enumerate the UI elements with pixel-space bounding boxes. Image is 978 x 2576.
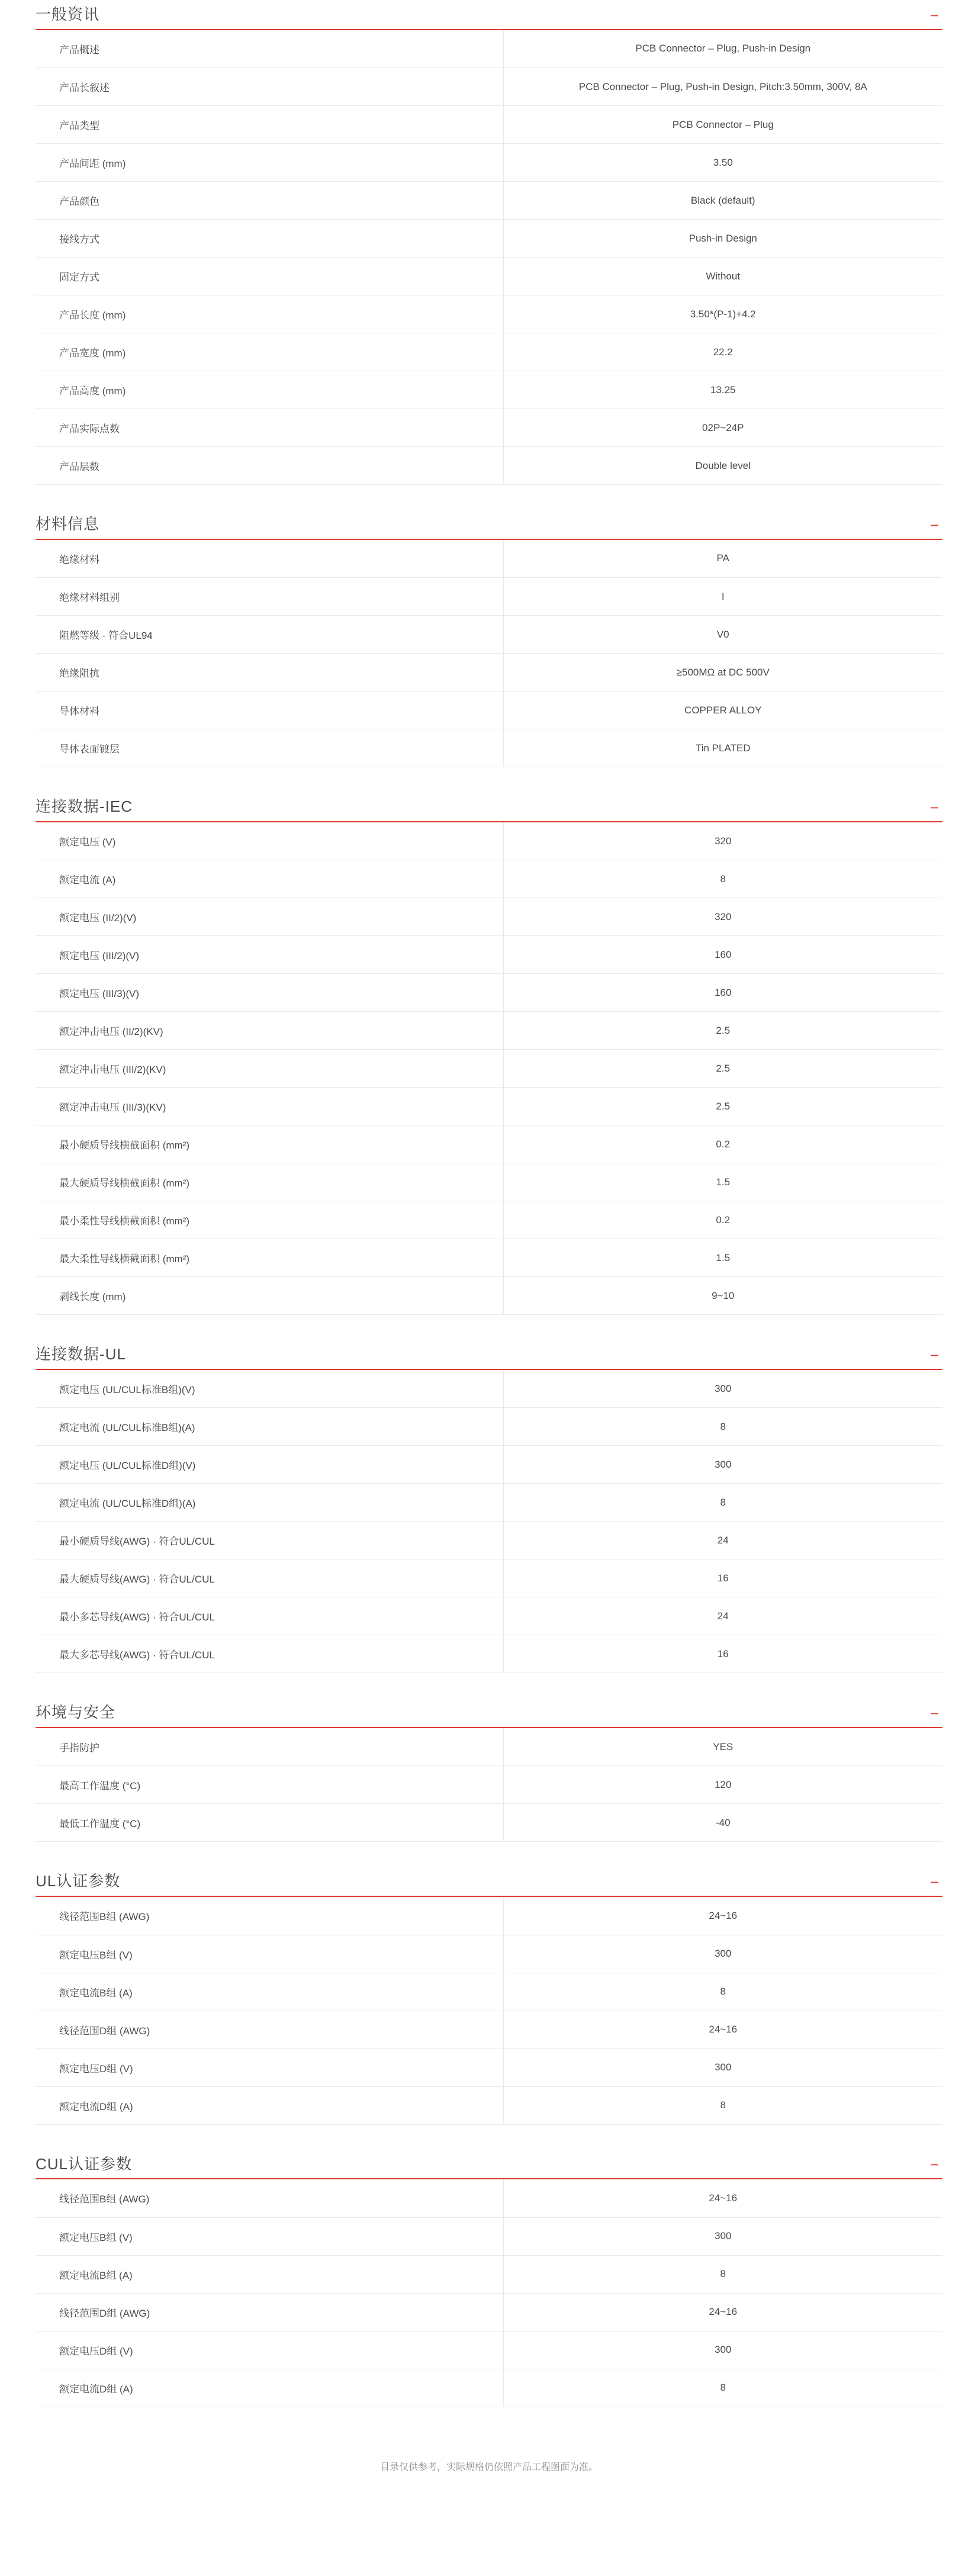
table-row (36, 1201, 942, 1239)
spec-value: 8 (503, 1484, 942, 1522)
spec-label: 额定冲击电压 (III/2)(KV) (36, 1050, 503, 1088)
spec-table (36, 1897, 942, 2125)
spec-value: YES (503, 1728, 942, 1766)
spec-value: 320 (503, 822, 942, 860)
spec-value: 3.50 (503, 144, 942, 182)
table-row (36, 295, 942, 333)
table-row (36, 2217, 942, 2255)
spec-table (36, 822, 942, 1316)
table-row (36, 898, 942, 936)
spec-label: 额定电流B组 (A) (36, 1973, 503, 2011)
spec-label: 最低工作温度 (°C) (36, 1804, 503, 1842)
spec-label: 绝缘材料组别 (36, 578, 503, 616)
table-row (36, 540, 942, 578)
sections-container (36, 6, 942, 2407)
table-row (36, 1408, 942, 1446)
spec-section (36, 1873, 942, 2124)
table-row (36, 1897, 942, 1935)
spec-label: 绝缘材料 (36, 540, 503, 578)
table-row (36, 1484, 942, 1522)
spec-label: 剥线长度 (mm) (36, 1277, 503, 1315)
table-row (36, 1935, 942, 1973)
spec-table (36, 1370, 942, 1674)
table-row (36, 2255, 942, 2293)
table-row (36, 68, 942, 106)
spec-value: 8 (503, 860, 942, 898)
spec-label: 额定电压B组 (V) (36, 2217, 503, 2255)
table-row (36, 1125, 942, 1163)
spec-label: 额定电流 (A) (36, 860, 503, 898)
collapse-minus-icon[interactable]: − (929, 2156, 939, 2174)
spec-value: 300 (503, 2331, 942, 2369)
table-row (36, 1766, 942, 1804)
table-row (36, 578, 942, 616)
section-title: UL认证参数 (36, 1872, 121, 1890)
spec-value: V0 (503, 616, 942, 654)
top-spacer (36, 0, 942, 6)
spec-table (36, 1728, 942, 1842)
table-row (36, 333, 942, 371)
spec-value: 2.5 (503, 1012, 942, 1050)
table-row (36, 182, 942, 220)
spec-label: 产品间距 (mm) (36, 144, 503, 182)
spec-value: PCB Connector – Plug (503, 106, 942, 144)
spec-value: I (503, 578, 942, 616)
table-row (36, 2331, 942, 2369)
table-row (36, 409, 942, 447)
table-row (36, 2293, 942, 2331)
spec-value: 16 (503, 1559, 942, 1597)
spec-value: Black (default) (503, 182, 942, 220)
spec-label: 接线方式 (36, 220, 503, 258)
spec-label: 额定电压 (III/2)(V) (36, 936, 503, 974)
collapse-minus-icon[interactable]: − (929, 1346, 939, 1364)
spec-value: 02P~24P (503, 409, 942, 447)
table-row (36, 2179, 942, 2217)
table-row (36, 1597, 942, 1635)
spec-label: 额定电流 (UL/CUL标准D组)(A) (36, 1484, 503, 1522)
table-row (36, 144, 942, 182)
spec-label: 最大硬质导线(AWG) · 符合UL/CUL (36, 1559, 503, 1597)
collapse-minus-icon[interactable]: − (929, 1873, 939, 1892)
table-row (36, 1050, 942, 1088)
spec-label: 绝缘阻抗 (36, 654, 503, 692)
table-row (36, 822, 942, 860)
table-row (36, 654, 942, 692)
spec-value: 13.25 (503, 371, 942, 409)
spec-value: PA (503, 540, 942, 578)
section-header[interactable] (36, 6, 942, 30)
spec-table (36, 540, 942, 768)
spec-value: Double level (503, 447, 942, 485)
spec-section (36, 1704, 942, 1842)
spec-label: 阻燃等级 · 符合UL94 (36, 616, 503, 654)
spec-value: 300 (503, 1935, 942, 1973)
table-row (36, 1370, 942, 1408)
spec-value: 1.5 (503, 1239, 942, 1277)
table-row (36, 220, 942, 258)
spec-label: 产品高度 (mm) (36, 371, 503, 409)
spec-value: PCB Connector – Plug, Push-in Design, Pitch:3.50mm, 300V, 8A (503, 68, 942, 106)
spec-label: 最小硬质导线(AWG) · 符合UL/CUL (36, 1522, 503, 1559)
table-row (36, 1804, 942, 1842)
table-row (36, 1277, 942, 1315)
section-title: 连接数据-UL (36, 1345, 126, 1363)
spec-value: -40 (503, 1804, 942, 1842)
section-title: 一般资讯 (36, 5, 100, 23)
spec-value: PCB Connector – Plug, Push-in Design (503, 30, 942, 68)
table-row (36, 729, 942, 767)
spec-label: 额定冲击电压 (II/2)(KV) (36, 1012, 503, 1050)
spec-label: 产品长叙述 (36, 68, 503, 106)
spec-label: 线径范围B组 (AWG) (36, 2179, 503, 2217)
spec-label: 最大硬质导线横截面积 (mm²) (36, 1163, 503, 1201)
spec-label: 线径范围D组 (AWG) (36, 2011, 503, 2048)
spec-label: 额定电压 (II/2)(V) (36, 898, 503, 936)
spec-label: 额定电压D组 (V) (36, 2048, 503, 2086)
section-title: 连接数据-IEC (36, 797, 133, 816)
table-row (36, 1973, 942, 2011)
spec-label: 导体表面镀层 (36, 729, 503, 767)
spec-value: 300 (503, 1446, 942, 1484)
spec-value: 120 (503, 1766, 942, 1804)
spec-label: 额定电压D组 (V) (36, 2331, 503, 2369)
spec-value: 300 (503, 2048, 942, 2086)
spec-value: 2.5 (503, 1088, 942, 1125)
spec-label: 线径范围B组 (AWG) (36, 1897, 503, 1935)
table-row (36, 2048, 942, 2086)
spec-label: 产品宽度 (mm) (36, 333, 503, 371)
spec-value: 160 (503, 936, 942, 974)
spec-value: 9~10 (503, 1277, 942, 1315)
spec-value: 1.5 (503, 1163, 942, 1201)
spec-section (36, 516, 942, 767)
table-row (36, 1088, 942, 1125)
table-row (36, 1522, 942, 1559)
spec-label: 产品类型 (36, 106, 503, 144)
spec-label: 最高工作温度 (°C) (36, 1766, 503, 1804)
section-title: 环境与安全 (36, 1703, 116, 1722)
spec-value: 320 (503, 898, 942, 936)
spec-value: Without (503, 258, 942, 295)
spec-value: 0.2 (503, 1125, 942, 1163)
spec-section (36, 798, 942, 1315)
spec-label: 额定电压 (UL/CUL标准D组)(V) (36, 1446, 503, 1484)
spec-label: 额定电压 (III/3)(V) (36, 974, 503, 1012)
spec-section (36, 2156, 942, 2407)
spec-label: 最大多芯导线(AWG) · 符合UL/CUL (36, 1635, 503, 1673)
spec-label: 最小柔性导线横截面积 (mm²) (36, 1201, 503, 1239)
table-row (36, 2369, 942, 2407)
table-row (36, 1635, 942, 1673)
spec-label: 额定电压 (UL/CUL标准B组)(V) (36, 1370, 503, 1408)
section-header[interactable] (36, 798, 942, 822)
spec-value: 22.2 (503, 333, 942, 371)
spec-value: 300 (503, 2217, 942, 2255)
spec-value: 8 (503, 1408, 942, 1446)
spec-value: COPPER ALLOY (503, 692, 942, 729)
table-row (36, 1446, 942, 1484)
spec-label: 最小多芯导线(AWG) · 符合UL/CUL (36, 1597, 503, 1635)
section-header[interactable] (36, 1346, 942, 1370)
spec-value: 8 (503, 1973, 942, 2011)
spec-label: 产品颜色 (36, 182, 503, 220)
section-title: 材料信息 (36, 515, 100, 533)
spec-value: ≥500MΩ at DC 500V (503, 654, 942, 692)
spec-label: 产品长度 (mm) (36, 295, 503, 333)
table-row (36, 258, 942, 295)
table-row (36, 2086, 942, 2124)
spec-label: 额定冲击电压 (III/3)(KV) (36, 1088, 503, 1125)
spec-label: 额定电压B组 (V) (36, 1935, 503, 1973)
spec-value: 0.2 (503, 1201, 942, 1239)
spec-label: 产品概述 (36, 30, 503, 68)
spec-table (36, 30, 942, 485)
footer-note: 目录仅供参考，实际规格仍依照产品工程图面为准。 (379, 2462, 598, 2472)
spec-label: 产品实际点数 (36, 409, 503, 447)
collapse-minus-icon[interactable]: − (929, 516, 939, 534)
collapse-minus-icon[interactable]: − (929, 6, 939, 24)
spec-label: 固定方式 (36, 258, 503, 295)
spec-value: 24~16 (503, 2011, 942, 2048)
spec-table (36, 2179, 942, 2407)
spec-value: 24 (503, 1597, 942, 1635)
spec-label: 产品层数 (36, 447, 503, 485)
spec-label: 额定电压 (V) (36, 822, 503, 860)
table-row (36, 936, 942, 974)
spec-section (36, 1346, 942, 1673)
spec-value: Tin PLATED (503, 729, 942, 767)
table-row (36, 692, 942, 729)
spec-value: 24~16 (503, 2293, 942, 2331)
table-row (36, 616, 942, 654)
table-row (36, 371, 942, 409)
spec-label: 手指防护 (36, 1728, 503, 1766)
spec-label: 额定电流B组 (A) (36, 2255, 503, 2293)
table-row (36, 106, 942, 144)
section-header[interactable] (36, 2156, 942, 2180)
spec-label: 线径范围D组 (AWG) (36, 2293, 503, 2331)
table-row (36, 1728, 942, 1766)
spec-label: 额定电流D组 (A) (36, 2369, 503, 2407)
section-title: CUL认证参数 (36, 2154, 133, 2173)
spec-value: 24 (503, 1522, 942, 1559)
spec-label: 最小硬质导线横截面积 (mm²) (36, 1125, 503, 1163)
table-row (36, 860, 942, 898)
table-row (36, 1559, 942, 1597)
section-header[interactable] (36, 516, 942, 540)
collapse-minus-icon[interactable]: − (929, 1704, 939, 1722)
spec-value: Push-in Design (503, 220, 942, 258)
table-row (36, 1239, 942, 1277)
spec-value: 16 (503, 1635, 942, 1673)
spec-section (36, 6, 942, 485)
section-header[interactable] (36, 1873, 942, 1897)
spec-value: 8 (503, 2255, 942, 2293)
section-header[interactable] (36, 1704, 942, 1728)
spec-value: 24~16 (503, 2179, 942, 2217)
spec-label: 最大柔性导线横截面积 (mm²) (36, 1239, 503, 1277)
table-row (36, 30, 942, 68)
spec-value: 300 (503, 1370, 942, 1408)
table-row (36, 1012, 942, 1050)
spec-value: 3.50*(P-1)+4.2 (503, 295, 942, 333)
spec-value: 8 (503, 2086, 942, 2124)
spec-value: 24~16 (503, 1897, 942, 1935)
table-row (36, 974, 942, 1012)
table-row (36, 447, 942, 485)
spec-value: 8 (503, 2369, 942, 2407)
spec-label: 导体材料 (36, 692, 503, 729)
spec-value: 160 (503, 974, 942, 1012)
spec-value: 2.5 (503, 1050, 942, 1088)
table-row (36, 1163, 942, 1201)
table-row (36, 2011, 942, 2048)
collapse-minus-icon[interactable]: − (929, 798, 939, 816)
spec-label: 额定电流D组 (A) (36, 2086, 503, 2124)
spec-label: 额定电流 (UL/CUL标准B组)(A) (36, 1408, 503, 1446)
